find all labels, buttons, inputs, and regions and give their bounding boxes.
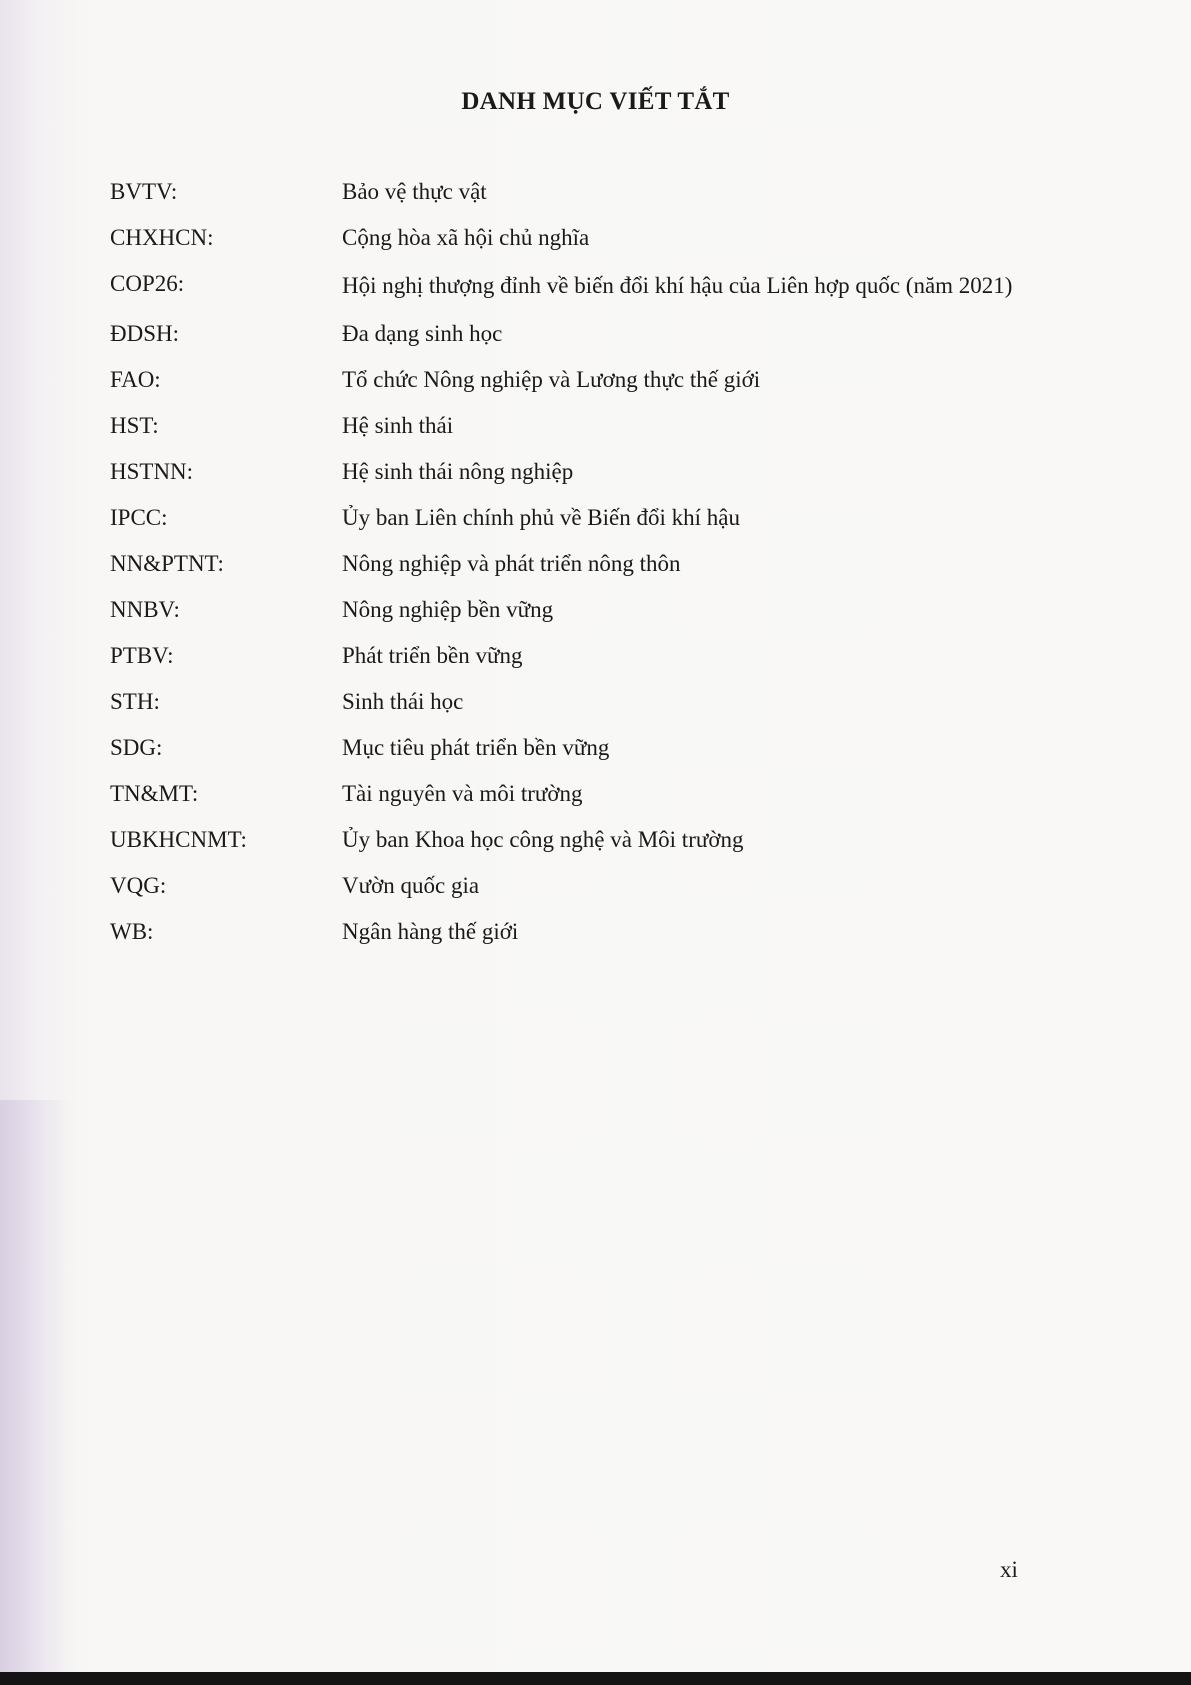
abbreviation-entry [110,221,1070,255]
abbreviation: COP26: [110,271,185,296]
abbreviation-entry [110,869,1070,903]
abbreviation-meaning: Bảo vệ thực vật [342,179,487,204]
abbreviation-list [110,175,1070,961]
abbreviation-entry [110,363,1070,397]
abbreviation-meaning: Cộng hòa xã hội chủ nghĩa [342,225,590,250]
abbreviation: IPCC: [110,505,168,530]
abbreviation-entry [110,267,1070,305]
abbreviation-entry [110,915,1070,949]
abbreviation: WB: [110,919,154,944]
abbreviation-entry [110,317,1070,351]
abbreviation-meaning: Sinh thái học [342,689,464,714]
abbreviation-entry [110,593,1070,627]
abbreviation-meaning: Mục tiêu phát triển bền vững [342,735,610,760]
abbreviation: HST: [110,413,159,438]
abbreviation-entry [110,501,1070,535]
abbreviation-meaning: Tổ chức Nông nghiệp và Lương thực thế giới [342,367,761,392]
abbreviation-meaning: Vườn quốc gia [342,873,480,898]
abbreviation-meaning: Nông nghiệp và phát triển nông thôn [342,551,681,576]
abbreviation-meaning: Ủy ban Liên chính phủ về Biến đổi khí hậu [342,505,740,530]
abbreviation: SDG: [110,735,163,760]
abbreviation: HSTNN: [110,459,194,484]
abbreviation-entry [110,175,1070,209]
abbreviation: UBKHCNMT: [110,827,247,852]
abbreviation: BVTV: [110,179,178,204]
abbreviation-meaning: Tài nguyên và môi trường [342,781,583,806]
abbreviation-entry [110,455,1070,489]
abbreviation: CHXHCN: [110,225,214,250]
abbreviation: ĐDSH: [110,321,180,346]
abbreviation-meaning: Nông nghiệp bền vững [342,597,554,622]
abbreviation-entry [110,409,1070,443]
abbreviation-meaning: Hội nghị thượng đỉnh về biến đổi khí hậu của Liên hợp quốc (năm 2021) [342,273,1013,298]
abbreviation-meaning: Ngân hàng thế giới [342,919,519,944]
abbreviation-meaning: Đa dạng sinh học [342,321,503,346]
abbreviation-entry [110,731,1070,765]
abbreviation-meaning: Hệ sinh thái [342,413,454,438]
abbreviation: NN&PTNT: [110,551,224,576]
abbreviation: PTBV: [110,643,174,668]
abbreviation-entry [110,823,1070,857]
abbreviation: TN&MT: [110,781,199,806]
abbreviation-meaning: Phát triển bền vững [342,643,523,668]
binding-shadow [0,1100,70,1685]
scan-edge [0,1672,1191,1685]
page-title: DANH MỤC VIẾT TẮT [461,88,730,115]
abbreviation-entry [110,685,1070,719]
abbreviation: NNBV: [110,597,180,622]
abbreviation-entry [110,639,1070,673]
abbreviation: FAO: [110,367,161,392]
abbreviation-meaning: Hệ sinh thái nông nghiệp [342,459,574,484]
abbreviation-meaning: Ủy ban Khoa học công nghệ và Môi trường [342,827,744,852]
abbreviation-entry [110,777,1070,811]
abbreviation: STH: [110,689,160,714]
abbreviation-entry [110,547,1070,581]
page-number: xi [1000,1557,1018,1582]
abbreviation: VQG: [110,873,167,898]
